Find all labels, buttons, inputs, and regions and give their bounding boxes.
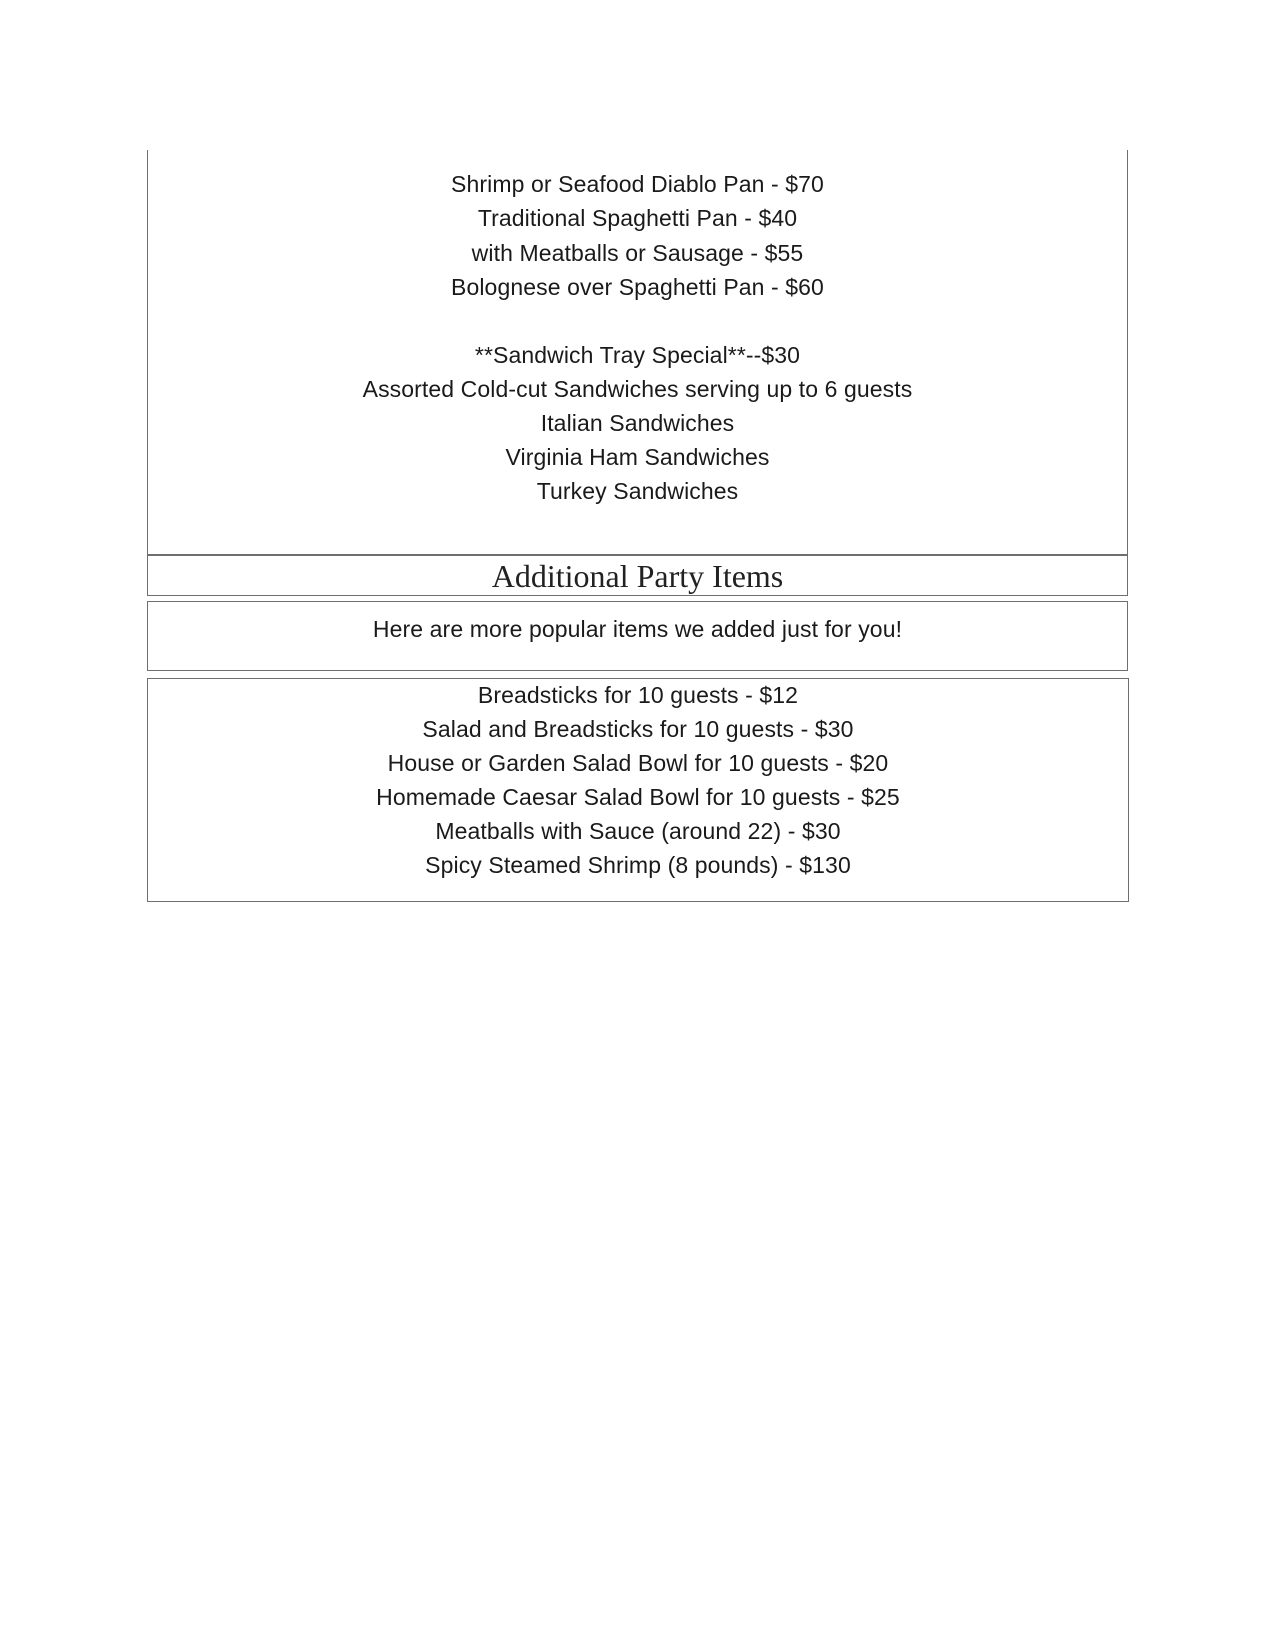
additional-item: Salad and Breadsticks for 10 guests - $30 <box>422 716 854 742</box>
additional-item: Homemade Caesar Salad Bowl for 10 guests - $25 <box>376 784 900 810</box>
additional-item: House or Garden Salad Bowl for 10 guests - $20 <box>387 750 889 776</box>
section-heading: Additional Party Items <box>491 558 784 594</box>
sandwich-item: Virginia Ham Sandwiches <box>505 444 770 470</box>
pasta-item: with Meatballs or Sausage - $55 <box>471 240 804 266</box>
sandwich-tray-title: **Sandwich Tray Special**--$30 <box>474 342 801 368</box>
pasta-item: Traditional Spaghetti Pan - $40 <box>477 205 798 231</box>
additional-item: Meatballs with Sauce (around 22) - $30 <box>435 818 841 844</box>
intro-box <box>147 601 1128 671</box>
pasta-and-sandwich-box <box>147 150 1128 556</box>
pasta-item: Bolognese over Spaghetti Pan - $60 <box>451 274 824 300</box>
pasta-item: Shrimp or Seafood Diablo Pan - $70 <box>451 171 824 197</box>
additional-item: Breadsticks for 10 guests - $12 <box>477 682 799 708</box>
sandwich-item: Turkey Sandwiches <box>536 478 739 504</box>
section-heading-box <box>147 554 1128 596</box>
sandwich-tray-description: Assorted Cold-cut Sandwiches serving up to 6 guests <box>362 376 913 402</box>
additional-item: Spicy Steamed Shrimp (8 pounds) - $130 <box>425 852 851 878</box>
sandwich-item: Italian Sandwiches <box>540 410 735 436</box>
intro-text: Here are more popular items we added just for you! <box>372 616 903 642</box>
additional-items-box <box>147 678 1129 902</box>
